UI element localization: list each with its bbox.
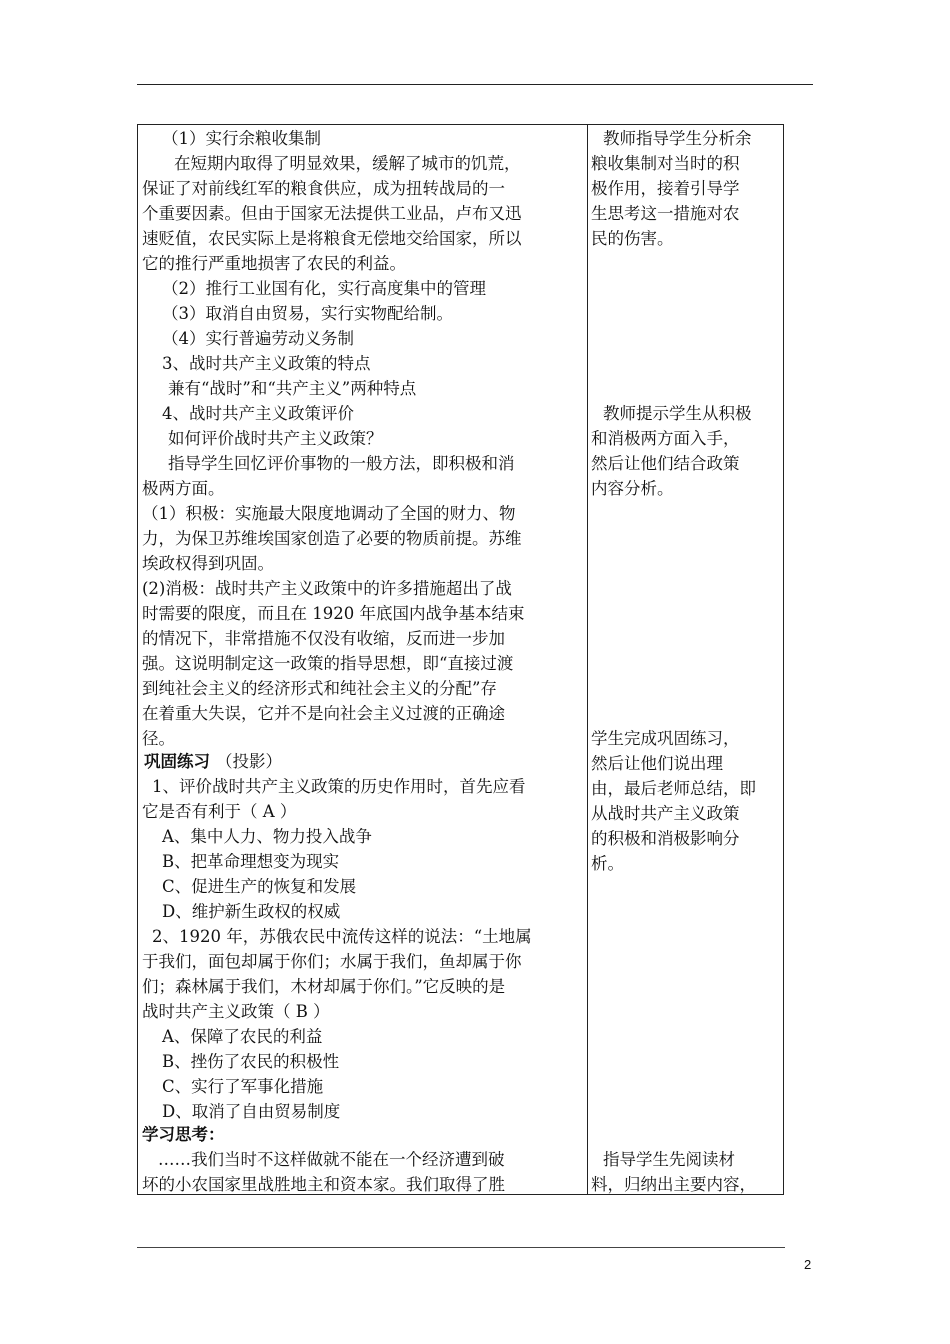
method-line: 内容分析。 (591, 479, 674, 498)
content-line: 径。 (142, 729, 175, 748)
content-line: 到纯社会主义的经济形式和纯社会主义的分配”存 (142, 679, 497, 698)
header-rule (137, 84, 813, 85)
method-line: 民的伤害。 (591, 229, 674, 248)
method-line: 的积极和消极影响分 (591, 829, 740, 848)
content-line: （1）实行余粮收集制 (162, 129, 321, 148)
content-line: D、取消了自由贸易制度 (162, 1102, 341, 1121)
method-line: 析。 (591, 854, 624, 873)
method-line: 和消极两方面入手， (591, 429, 740, 448)
content-line: 速贬值，农民实际上是将粮食无偿地交给国家，所以 (142, 229, 522, 248)
method-line: 粮收集制对当时的积 (591, 154, 740, 173)
content-line: 于我们，面包却属于你们；水属于我们，鱼却属于你 (142, 952, 522, 971)
content-line: ……我们当时不这样做就不能在一个经济遭到破 (158, 1150, 505, 1169)
content-line: 的情况下，非常措施不仅没有收缩，反而进一步加 (142, 629, 505, 648)
content-line: C、实行了军事化措施 (162, 1077, 324, 1096)
content-line: 埃政权得到巩固。 (142, 554, 274, 573)
method-line: 然后让他们结合政策 (591, 454, 740, 473)
content-line: 保证了对前线红军的粮食供应，成为扭转战局的一 (142, 179, 505, 198)
content-line: （4）实行普遍劳动义务制 (162, 329, 354, 348)
content-line: 强。这说明制定这一政策的指导思想，即“直接过渡 (142, 654, 514, 673)
content-line: C、促进生产的恢复和发展 (162, 877, 357, 896)
content-line: 1、评价战时共产主义政策的历史作用时，首先应看 (152, 777, 526, 796)
content-line: （1）积极：实施最大限度地调动了全国的财力、物 (142, 504, 516, 523)
content-line: A、集中人力、物力投入战争 (162, 827, 372, 846)
content-line: 它的推行严重地损害了农民的利益。 (142, 254, 406, 273)
method-line: 学生完成巩固练习， (591, 729, 740, 748)
footer-rule (137, 1247, 785, 1248)
content-line: 如何评价战时共产主义政策？ (168, 429, 383, 448)
content-line: (2)消极：战时共产主义政策中的许多措施超出了战 (142, 579, 512, 598)
content-line: 个重要因素。但由于国家无法提供工业品，卢布又迅 (142, 204, 522, 223)
method-line: 指导学生先阅读材 (603, 1150, 735, 1169)
content-line: D、维护新生政权的权威 (162, 902, 341, 921)
method-line: 料，归纳出主要内容， (591, 1175, 756, 1194)
content-line: A、保障了农民的利益 (162, 1027, 323, 1046)
method-line: 生思考这一措施对农 (591, 204, 740, 223)
method-line: 教师提示学生从积极 (603, 404, 752, 423)
content-line: 4、战时共产主义政策评价 (162, 404, 354, 423)
method-line: 教师指导学生分析余 (603, 129, 752, 148)
content-line: 它是否有利于（ A ） (142, 802, 297, 821)
content-line: 时需要的限度，而且在 1920 年底国内战争基本结束 (142, 604, 525, 623)
content-line: B、挫伤了农民的积极性 (162, 1052, 340, 1071)
content-line: B、把革命理想变为现实 (162, 852, 340, 871)
method-line: 极作用，接着引导学 (591, 179, 740, 198)
content-line: 兼有“战时”和“共产主义”两种特点 (168, 379, 417, 398)
content-line: 在短期内取得了明显效果，缓解了城市的饥荒， (174, 154, 521, 173)
content-line: 3、战时共产主义政策的特点 (162, 354, 371, 373)
method-line: 从战时共产主义政策 (591, 804, 740, 823)
content-line: 力，为保卫苏维埃国家创造了必要的物质前提。苏维 (142, 529, 522, 548)
content-line: 坏的小农国家里战胜地主和资本家。我们取得了胜 (142, 1175, 505, 1194)
content-line: 极两方面。 (142, 479, 225, 498)
content-line: 指导学生回忆评价事物的一般方法，即积极和消 (168, 454, 515, 473)
method-line: 由，最后老师总结，即 (591, 779, 756, 798)
content-line: （2）推行工业国有化，实行高度集中的管理 (162, 279, 486, 298)
content-line: （投影） (216, 752, 282, 771)
content-line: 在着重大失误，它并不是向社会主义过渡的正确途 (142, 704, 505, 723)
content-line: 2、1920 年，苏俄农民中流传这样的说法：“土地属 (152, 927, 532, 946)
page-number: 2 (804, 1257, 812, 1272)
content-line: 巩固练习 (144, 752, 210, 771)
lesson-table (137, 124, 784, 1195)
column-divider (587, 125, 588, 1194)
content-line: 战时共产主义政策（ B ） (142, 1002, 330, 1021)
content-line: 们；森林属于我们，木材却属于你们。”它反映的是 (142, 977, 506, 996)
content-line: （3）取消自由贸易，实行实物配给制。 (162, 304, 453, 323)
content-line: 学习思考： (142, 1125, 225, 1144)
method-line: 然后让他们说出理 (591, 754, 723, 773)
